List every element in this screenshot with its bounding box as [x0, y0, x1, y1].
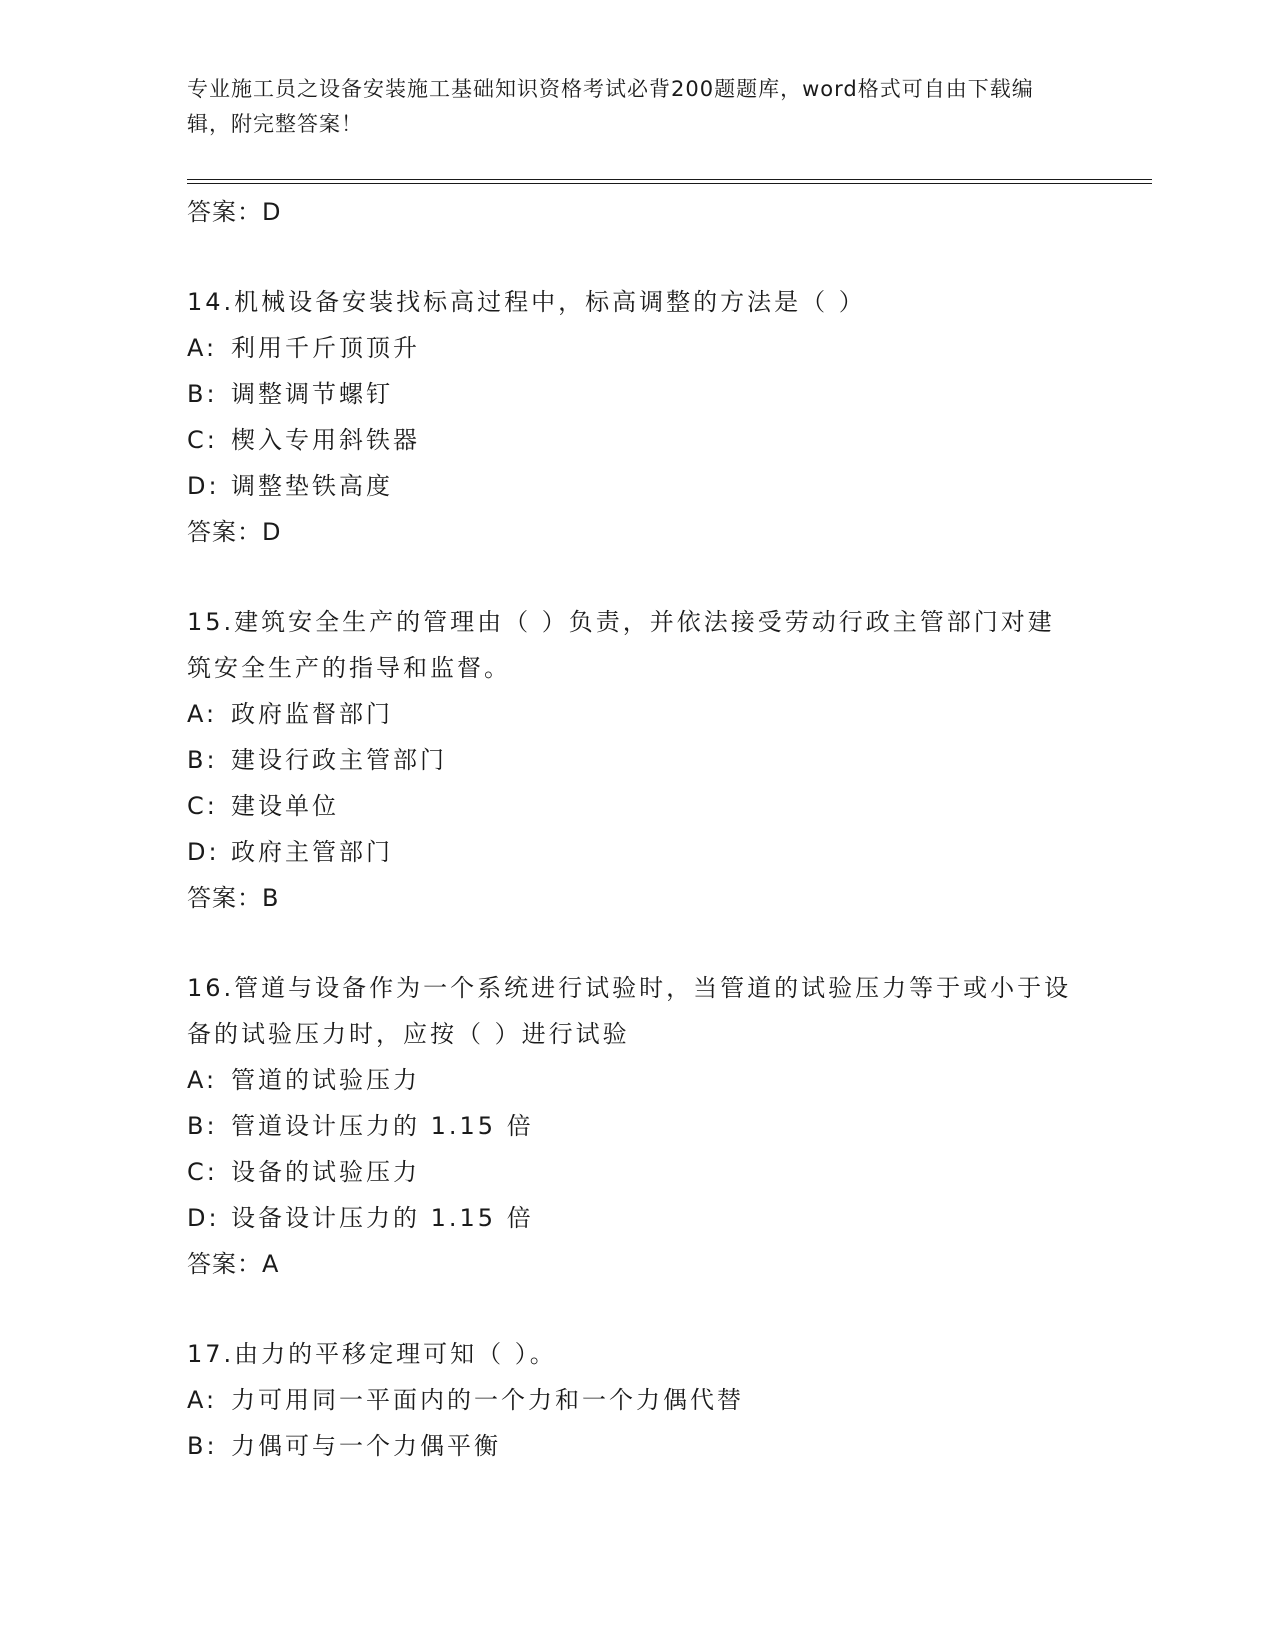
question-list	[187, 189, 1077, 1469]
option-b	[187, 371, 1077, 417]
option-d	[187, 1195, 1077, 1241]
answer-line: 答案：D	[187, 198, 282, 226]
option-text: 建设单位	[231, 792, 339, 820]
option-text: 建设行政主管部门	[231, 746, 447, 774]
option-text: 设备的试验压力	[231, 1158, 420, 1186]
option-text: 力偶可与一个力偶平衡	[231, 1432, 501, 1460]
option-text: 调整垫铁高度	[231, 472, 393, 500]
option-letter: B:	[187, 380, 218, 408]
option-text: 管道设计压力的 1.15 倍	[231, 1112, 534, 1140]
option-letter: D:	[187, 1204, 220, 1232]
option-c	[187, 783, 1077, 829]
option-c	[187, 1149, 1077, 1195]
option-text: 力可用同一平面内的一个力和一个力偶代替	[231, 1386, 744, 1414]
answer-line: 答案：A	[187, 1250, 280, 1278]
question-17	[187, 1331, 1077, 1469]
option-letter: C:	[187, 426, 218, 454]
option-text: 设备设计压力的 1.15 倍	[231, 1204, 534, 1232]
option-b	[187, 1103, 1077, 1149]
question-16	[187, 965, 1077, 1287]
option-text: 政府监督部门	[231, 700, 393, 728]
answer-line: 答案：B	[187, 884, 280, 912]
header-divider-top	[187, 179, 1152, 180]
option-a	[187, 1057, 1077, 1103]
option-letter: B:	[187, 1112, 218, 1140]
option-d	[187, 829, 1077, 875]
option-letter: A:	[187, 1386, 218, 1414]
question-stem: 17.由力的平移定理可知（ ）。	[187, 1340, 557, 1368]
option-c	[187, 417, 1077, 463]
question-15	[187, 599, 1077, 921]
option-d	[187, 463, 1077, 509]
option-b	[187, 1423, 1077, 1469]
question-14	[187, 279, 1077, 555]
option-letter: A:	[187, 1066, 218, 1094]
option-letter: B:	[187, 746, 218, 774]
option-letter: D:	[187, 472, 220, 500]
option-letter: D:	[187, 838, 220, 866]
document-header: 专业施工员之设备安装施工基础知识资格考试必背200题题库，word格式可自由下载编辑，附完整答案！	[187, 77, 1034, 136]
question-stem: 16.管道与设备作为一个系统进行试验时，当管道的试验压力等于或小于设备的试验压力时，应按（ ）进行试验	[187, 974, 1072, 1048]
option-text: 政府主管部门	[231, 838, 393, 866]
option-text: 调整调节螺钉	[231, 380, 393, 408]
question-stem: 14.机械设备安装找标高过程中，标高调整的方法是（ ）	[187, 288, 866, 316]
option-text: 管道的试验压力	[231, 1066, 420, 1094]
option-letter: B:	[187, 1432, 218, 1460]
header-divider-bottom	[187, 183, 1152, 184]
answer-line: 答案：D	[187, 518, 282, 546]
option-text: 楔入专用斜铁器	[231, 426, 420, 454]
question-stem: 15.建筑安全生产的管理由（ ）负责，并依法接受劳动行政主管部门对建筑安全生产的指导和监督。	[187, 608, 1055, 682]
option-b	[187, 737, 1077, 783]
option-a	[187, 1377, 1077, 1423]
option-text: 利用千斤顶顶升	[231, 334, 420, 362]
option-a	[187, 691, 1077, 737]
option-letter: C:	[187, 792, 218, 820]
option-a	[187, 325, 1077, 371]
option-letter: A:	[187, 334, 218, 362]
option-letter: A:	[187, 700, 218, 728]
option-letter: C:	[187, 1158, 218, 1186]
